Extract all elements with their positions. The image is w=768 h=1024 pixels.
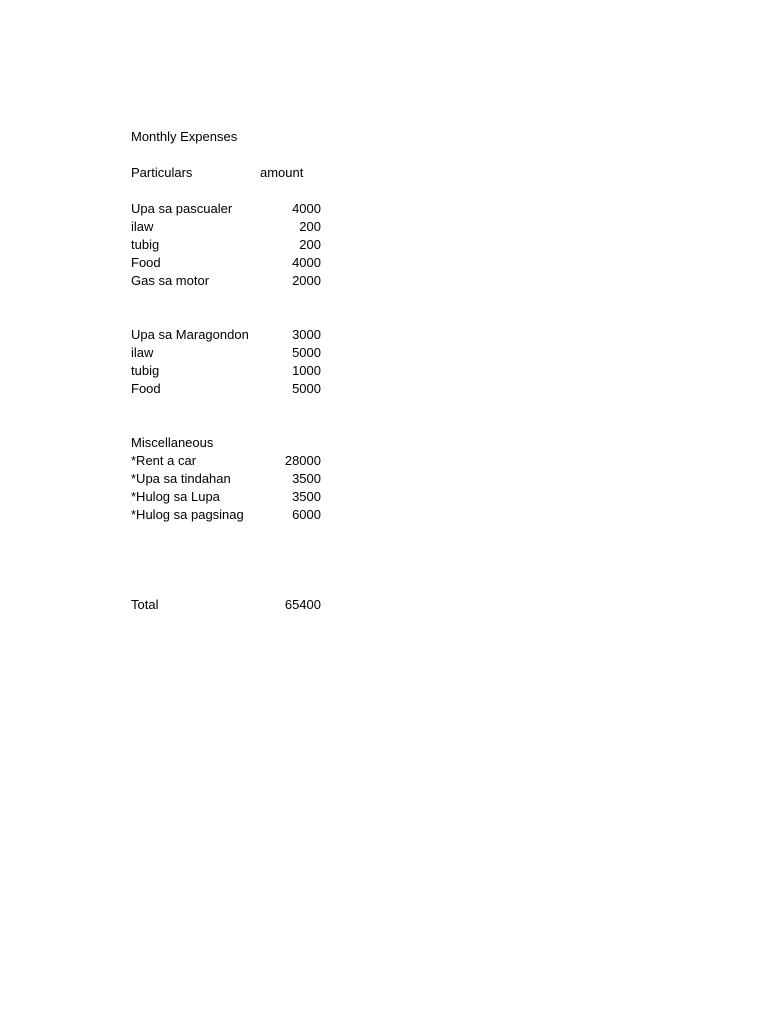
expense-label: *Upa sa tindahan [131,471,231,486]
expense-row [131,272,331,290]
expense-label: ilaw [131,219,154,234]
expense-row [131,488,331,506]
expense-label: *Hulog sa Lupa [131,489,220,504]
expense-row [131,362,331,380]
blank-row [131,308,331,326]
expense-label: *Hulog sa pagsinag [131,507,244,522]
expense-amount: 6000 [292,507,321,522]
expense-sheet [131,128,331,614]
sheet-title-row [131,128,331,146]
expense-label: tubig [131,363,160,378]
blank-row [131,524,331,542]
expense-amount: 200 [299,219,321,234]
blank-row [131,560,331,578]
expense-row [131,380,331,398]
blank-row [131,182,331,200]
blank-row [131,146,331,164]
total-amount: 65400 [284,597,321,612]
expense-amount: 5000 [292,381,321,396]
expense-label: Upa sa pascualer [131,201,233,216]
expense-amount: 200 [299,237,321,252]
blank-row [131,416,331,434]
expense-amount: 5000 [292,345,321,360]
expense-label: Food [131,255,161,270]
blank-row [131,542,331,560]
expense-row [131,326,331,344]
sheet-title: Monthly Expenses [131,129,238,144]
expense-amount: 3500 [292,489,321,504]
expense-label: Upa sa Maragondon [131,327,249,342]
expense-amount: 3000 [292,327,321,342]
particulars-header: Particulars [131,165,193,180]
expense-label: Food [131,381,161,396]
total-row [131,596,331,614]
total-label: Total [131,597,159,612]
expense-row [131,506,331,524]
expense-amount: 3500 [292,471,321,486]
expense-amount: 28000 [284,453,321,468]
misc-heading: Miscellaneous [131,435,214,450]
expense-label: ilaw [131,345,154,360]
expense-row [131,470,331,488]
blank-row [131,290,331,308]
misc-heading-row [131,434,331,452]
expense-row [131,452,331,470]
expense-row [131,236,331,254]
amount-header: amount [260,165,304,180]
expense-amount: 2000 [292,273,321,288]
expense-row [131,200,331,218]
expense-row [131,254,331,272]
expense-label: Gas sa motor [131,273,210,288]
expense-row [131,218,331,236]
column-header-row [131,164,331,182]
blank-row [131,578,331,596]
expense-amount: 4000 [292,201,321,216]
expense-label: *Rent a car [131,453,197,468]
expense-amount: 1000 [292,363,321,378]
expense-amount: 4000 [292,255,321,270]
expense-row [131,344,331,362]
blank-row [131,398,331,416]
expense-label: tubig [131,237,160,252]
